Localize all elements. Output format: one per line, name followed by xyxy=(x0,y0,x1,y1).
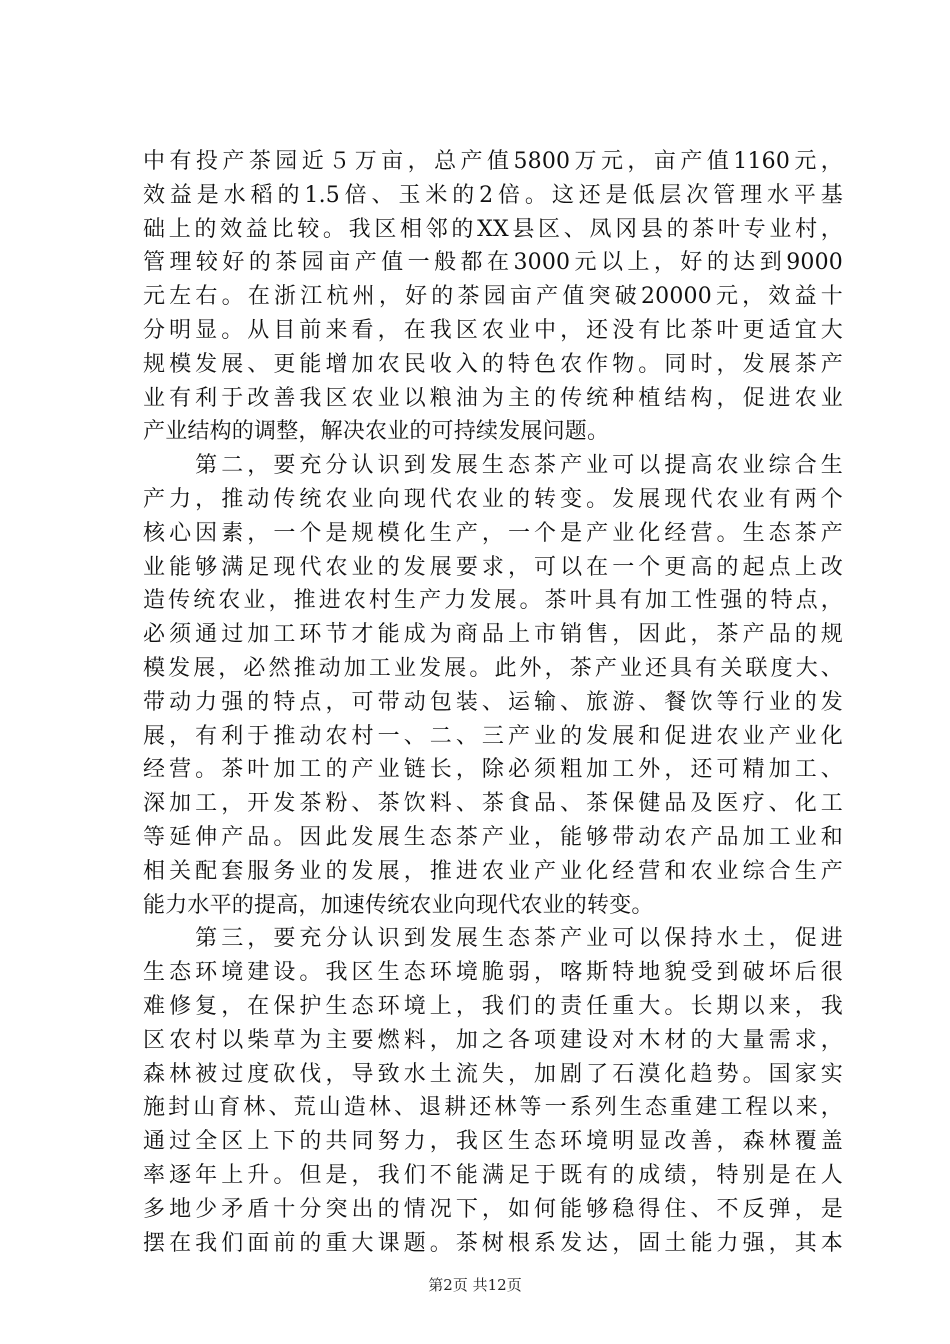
text-line: 第三，要充分认识到发展生态茶产业可以保持水土，促进 xyxy=(143,926,843,952)
text-line: 业有利于改善我区农业以粮油为主的传统种植结构，促进农业 xyxy=(143,385,843,411)
text-line: 业能够满足现代农业的发展要求，可以在一个更高的起点上改 xyxy=(143,554,843,580)
text-line: 模发展，必然推动加工业发展。此外，茶产业还具有关联度大、 xyxy=(143,655,843,681)
text-line: 第二，要充分认识到发展生态茶产业可以提高农业综合生 xyxy=(143,453,843,479)
text-line: 等延伸产品。因此发展生态茶产业，能够带动农产品加工业和 xyxy=(143,824,843,850)
text-line: 造传统农业，推进农村生产力发展。茶叶具有加工性强的特点， xyxy=(143,588,843,614)
text-line: 摆在我们面前的重大课题。茶树根系发达，固土能力强，其本 xyxy=(143,1230,843,1256)
text-line: 分明显。从目前来看，在我区农业中，还没有比茶叶更适宜大 xyxy=(143,317,843,343)
text-line: 础上的效益比较。我区相邻的XX县区、凤冈县的茶叶专业村， xyxy=(143,216,843,242)
page-footer: 第2页 共12页 xyxy=(428,1276,522,1294)
text-line: 效益是水稻的1.5倍、玉米的2倍。这还是低层次管理水平基 xyxy=(143,182,843,208)
text-line: 核心因素，一个是规模化生产，一个是产业化经营。生态茶产 xyxy=(143,520,843,546)
text-line: 必须通过加工环节才能成为商品上市销售，因此，茶产品的规 xyxy=(143,622,843,648)
text-line: 产业结构的调整，解决农业的可持续发展问题。 xyxy=(143,419,610,445)
text-line: 展，有利于推动农村一、二、三产业的发展和促进农业产业化 xyxy=(143,723,843,749)
text-line: 难修复，在保护生态环境上，我们的责任重大。长期以来，我 xyxy=(143,993,843,1019)
text-line: 通过全区上下的共同努力，我区生态环境明显改善，森林覆盖 xyxy=(143,1129,843,1155)
text-line: 经营。茶叶加工的产业链长，除必须粗加工外，还可精加工、 xyxy=(143,757,843,783)
text-line: 区农村以柴草为主要燃料，加之各项建设对木材的大量需求， xyxy=(143,1027,843,1053)
text-line: 能力水平的提高，加速传统农业向现代农业的转变。 xyxy=(143,892,654,918)
text-line: 多地少矛盾十分突出的情况下，如何能够稳得住、不反弹，是 xyxy=(143,1196,843,1222)
text-line: 深加工，开发茶粉、茶饮料、茶食品、茶保健品及医疗、化工 xyxy=(143,791,843,817)
text-line: 规模发展、更能增加农民收入的特色农作物。同时，发展茶产 xyxy=(143,351,843,377)
text-line: 施封山育林、荒山造林、退耕还林等一系列生态重建工程以来， xyxy=(143,1095,843,1121)
text-line: 产力，推动传统农业向现代农业的转变。发展现代农业有两个 xyxy=(143,486,843,512)
text-line: 率逐年上升。但是，我们不能满足于既有的成绩，特别是在人 xyxy=(143,1162,843,1188)
text-line: 元左右。在浙江杭州，好的茶园亩产值突破20000元，效益十 xyxy=(143,284,843,310)
body-text xyxy=(143,145,843,1260)
text-line: 生态环境建设。我区生态环境脆弱，喀斯特地貌受到破坏后很 xyxy=(143,960,843,986)
text-line: 中有投产茶园近５万亩，总产值5800万元，亩产值1160元， xyxy=(143,149,843,174)
text-line: 相关配套服务业的发展，推进农业产业化经营和农业综合生产 xyxy=(143,858,843,884)
text-line: 管理较好的茶园亩产值一般都在3000元以上，好的达到9000 xyxy=(143,250,843,276)
text-line: 带动力强的特点，可带动包装、运输、旅游、餐饮等行业的发 xyxy=(143,689,843,715)
text-line: 森林被过度砍伐，导致水土流失，加剧了石漠化趋势。国家实 xyxy=(143,1061,843,1087)
